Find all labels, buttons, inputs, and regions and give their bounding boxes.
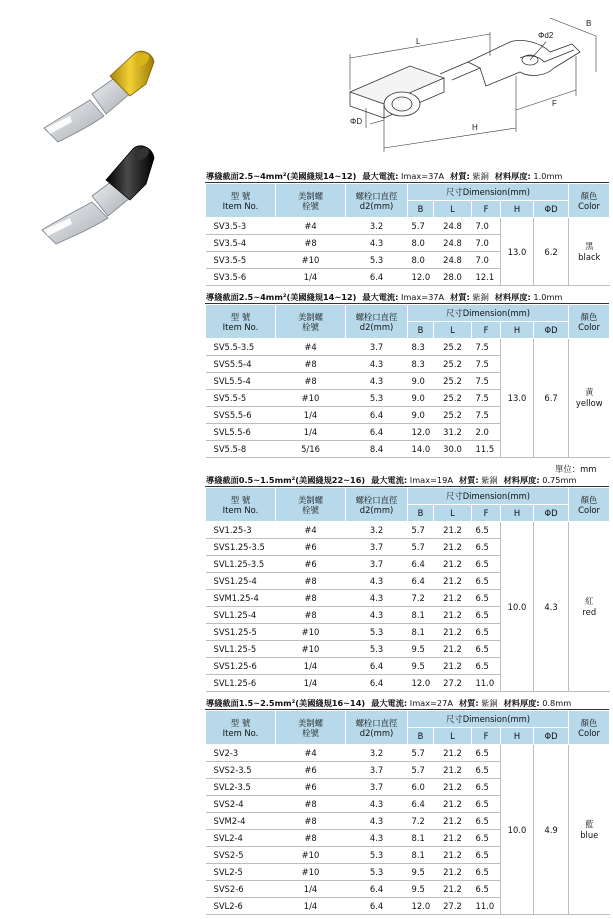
spec-table: [205, 304, 610, 458]
insulation-color: 黄 yellow: [569, 339, 610, 458]
dim-b: 8.1: [408, 624, 434, 641]
insulation-color: 藍 blue: [569, 745, 610, 915]
stud-diameter: 3.7: [346, 779, 408, 796]
dim-b: 5.7: [408, 762, 434, 779]
item-no: SVL5.5-6: [206, 424, 276, 441]
stud-size: #8: [276, 573, 346, 590]
spec-section: [205, 291, 609, 458]
stud-diameter: 6.4: [346, 658, 408, 675]
dim-b: 8.1: [408, 847, 434, 864]
dim-l: 21.2: [434, 522, 472, 539]
col-header-f: F: [472, 505, 501, 522]
dim-f: 6.5: [472, 864, 501, 881]
stud-diameter: 4.3: [346, 830, 408, 847]
item-no: SVL5.5-4: [206, 373, 276, 390]
stud-diameter: 4.3: [346, 235, 408, 252]
wire-condition-line: 導綫截面1.5~2.5mm²(美國綫規16~14) 最大電流: Imax=27A 材質: 紫銅 材料厚度: 0.8mm: [205, 697, 609, 710]
stud-size: #8: [276, 373, 346, 390]
dim-b: 8.1: [408, 830, 434, 847]
dim-l: 21.2: [434, 573, 472, 590]
col-header-h: H: [501, 728, 534, 745]
dim-label-b: B: [586, 19, 592, 28]
col-header-h: H: [501, 201, 534, 218]
dim-f: 6.5: [472, 573, 501, 590]
stud-size: #6: [276, 779, 346, 796]
stud-size: 1/4: [276, 269, 346, 286]
dim-l: 21.2: [434, 762, 472, 779]
dim-l: 21.2: [434, 796, 472, 813]
dimension-drawing: [340, 12, 602, 162]
stud-diameter: 3.2: [346, 218, 408, 235]
dim-b: 9.5: [408, 864, 434, 881]
stud-size: #8: [276, 830, 346, 847]
item-no: SVS1.25-3.5: [206, 539, 276, 556]
black-terminal-image: [42, 145, 154, 244]
col-header-h: H: [501, 505, 534, 522]
dim-b: 9.0: [408, 373, 434, 390]
dim-f: 7.5: [472, 373, 501, 390]
dim-l: 21.2: [434, 641, 472, 658]
dim-l: 25.2: [434, 356, 472, 373]
dim-b: 9.5: [408, 641, 434, 658]
dim-l: 30.0: [434, 441, 472, 458]
dim-l: 24.8: [434, 218, 472, 235]
dim-b: 9.0: [408, 407, 434, 424]
col-header-d: ΦD: [534, 728, 569, 745]
item-no: SVL2-5: [206, 864, 276, 881]
col-header-d2: 螺栓口直徑 d2(mm): [346, 711, 408, 745]
item-no: SVM1.25-4: [206, 590, 276, 607]
stud-diameter: 3.7: [346, 539, 408, 556]
dim-f: 11.5: [472, 441, 501, 458]
stud-diameter: 4.3: [346, 573, 408, 590]
dim-f: 11.0: [472, 675, 501, 692]
dim-b: 5.7: [408, 539, 434, 556]
col-header-stud: 美制螺 栓號: [276, 305, 346, 339]
dim-h: 10.0: [501, 522, 534, 692]
stud-size: #4: [276, 745, 346, 762]
col-header-stud: 美制螺 栓號: [276, 711, 346, 745]
table-row: [206, 745, 610, 762]
item-no: SVS2-4: [206, 796, 276, 813]
col-header-b: B: [408, 322, 434, 339]
item-no: SV5.5-8: [206, 441, 276, 458]
item-no: SV5.5-5: [206, 390, 276, 407]
stud-diameter: 6.4: [346, 881, 408, 898]
dim-f: 6.5: [472, 590, 501, 607]
item-no: SVL2-4: [206, 830, 276, 847]
item-no: SVL2-3.5: [206, 779, 276, 796]
dim-f: 7.5: [472, 356, 501, 373]
dim-b: 6.0: [408, 779, 434, 796]
dim-b: 12.0: [408, 269, 434, 286]
dim-f: 6.5: [472, 658, 501, 675]
dim-l: 21.2: [434, 590, 472, 607]
dim-f: 6.5: [472, 556, 501, 573]
stud-size: #8: [276, 796, 346, 813]
item-no: SVS2-5: [206, 847, 276, 864]
stud-diameter: 4.3: [346, 590, 408, 607]
dim-b: 8.3: [408, 339, 434, 356]
unit-note: 單位：mm: [555, 464, 597, 474]
col-header-h: H: [501, 322, 534, 339]
dim-h: 10.0: [501, 745, 534, 915]
dim-b: 8.1: [408, 607, 434, 624]
dim-l: 21.2: [434, 539, 472, 556]
dim-b: 8.0: [408, 235, 434, 252]
col-header-b: B: [408, 505, 434, 522]
item-no: SVS1.25-5: [206, 624, 276, 641]
dim-l: 27.2: [434, 898, 472, 915]
dim-d: 6.7: [534, 339, 569, 458]
wire-condition-line: 導綫截面2.5~4mm²(美國綫規14~12) 最大電流: Imax=37A 材質: 紫銅 材料厚度: 1.0mm: [205, 291, 609, 304]
dim-f: 6.5: [472, 641, 501, 658]
dim-f: 6.5: [472, 762, 501, 779]
dim-f: 6.5: [472, 796, 501, 813]
dim-f: 6.5: [472, 624, 501, 641]
stud-diameter: 3.2: [346, 745, 408, 762]
item-no: SVS1.25-4: [206, 573, 276, 590]
item-no: SVL1.25-3.5: [206, 556, 276, 573]
col-header-d: ΦD: [534, 322, 569, 339]
dim-b: 9.5: [408, 881, 434, 898]
col-header-l: L: [434, 505, 472, 522]
item-no: SVS5.5-6: [206, 407, 276, 424]
dim-label-l: L: [416, 37, 421, 46]
dim-d: 4.9: [534, 745, 569, 915]
spec-table: [205, 183, 610, 286]
stud-diameter: 3.7: [346, 339, 408, 356]
stud-size: #6: [276, 762, 346, 779]
dim-f: 6.5: [472, 539, 501, 556]
dim-f: 6.5: [472, 779, 501, 796]
dim-b: 6.4: [408, 573, 434, 590]
stud-size: 1/4: [276, 898, 346, 915]
col-header-color: 顏色 Color: [569, 488, 610, 522]
dim-f: 6.5: [472, 813, 501, 830]
stud-diameter: 5.3: [346, 847, 408, 864]
stud-diameter: 6.4: [346, 407, 408, 424]
item-no: SVS2-6: [206, 881, 276, 898]
dim-f: 6.5: [472, 522, 501, 539]
item-no: SV1.25-3: [206, 522, 276, 539]
dim-l: 21.2: [434, 830, 472, 847]
col-header-l: L: [434, 322, 472, 339]
col-header-color: 顏色 Color: [569, 184, 610, 218]
spec-section: [205, 697, 609, 915]
item-no: SVS5.5-4: [206, 356, 276, 373]
dim-f: 7.5: [472, 407, 501, 424]
col-header-dimension: 尺寸Dimension(mm): [408, 488, 569, 505]
dim-l: 21.2: [434, 745, 472, 762]
stud-size: 1/4: [276, 658, 346, 675]
item-no: SVL1.25-4: [206, 607, 276, 624]
stud-size: 1/4: [276, 675, 346, 692]
dim-b: 12.0: [408, 898, 434, 915]
dim-f: 7.0: [472, 218, 501, 235]
table-row: [206, 218, 610, 235]
col-header-color: 顏色 Color: [569, 711, 610, 745]
dim-l: 31.2: [434, 424, 472, 441]
dim-l: 21.2: [434, 864, 472, 881]
stud-size: #8: [276, 235, 346, 252]
stud-size: #8: [276, 607, 346, 624]
item-no: SV3.5-4: [206, 235, 276, 252]
stud-size: #10: [276, 624, 346, 641]
item-no: SVS2-3.5: [206, 762, 276, 779]
stud-diameter: 6.4: [346, 424, 408, 441]
col-header-stud: 美制螺 栓號: [276, 488, 346, 522]
table-row: [206, 339, 610, 356]
col-header-item: 型 號 Item No.: [206, 488, 276, 522]
col-header-f: F: [472, 322, 501, 339]
stud-diameter: 3.7: [346, 762, 408, 779]
stud-diameter: 3.2: [346, 522, 408, 539]
col-header-stud: 美制螺 栓號: [276, 184, 346, 218]
stud-size: #10: [276, 641, 346, 658]
spec-table: [205, 710, 610, 915]
dim-l: 21.2: [434, 556, 472, 573]
stud-diameter: 5.3: [346, 641, 408, 658]
col-header-item: 型 號 Item No.: [206, 711, 276, 745]
dim-f: 7.5: [472, 390, 501, 407]
dim-label-f: F: [552, 99, 557, 108]
stud-size: #6: [276, 539, 346, 556]
stud-diameter: 4.3: [346, 607, 408, 624]
col-header-l: L: [434, 201, 472, 218]
item-no: SVL1.25-6: [206, 675, 276, 692]
dim-b: 8.3: [408, 356, 434, 373]
dim-label-d: ΦD: [350, 117, 363, 126]
item-no: SVS1.25-6: [206, 658, 276, 675]
dim-b: 7.2: [408, 813, 434, 830]
dim-l: 28.0: [434, 269, 472, 286]
stud-size: 1/4: [276, 881, 346, 898]
dim-f: 7.0: [472, 252, 501, 269]
item-no: SVL1.25-5: [206, 641, 276, 658]
stud-size: #8: [276, 590, 346, 607]
dim-b: 6.4: [408, 796, 434, 813]
dim-f: 6.5: [472, 607, 501, 624]
stud-diameter: 6.4: [346, 269, 408, 286]
dim-d: 4.3: [534, 522, 569, 692]
dim-f: 6.5: [472, 745, 501, 762]
col-header-item: 型 號 Item No.: [206, 184, 276, 218]
stud-size: #8: [276, 356, 346, 373]
stud-size: 5/16: [276, 441, 346, 458]
dim-l: 24.8: [434, 235, 472, 252]
stud-diameter: 4.3: [346, 356, 408, 373]
col-header-b: B: [408, 728, 434, 745]
col-header-f: F: [472, 728, 501, 745]
dim-b: 12.0: [408, 675, 434, 692]
stud-diameter: 5.3: [346, 390, 408, 407]
dim-label-h: H: [472, 123, 478, 132]
dim-f: 7.5: [472, 339, 501, 356]
dim-l: 25.2: [434, 339, 472, 356]
stud-diameter: 4.3: [346, 796, 408, 813]
item-no: SV5.5-3.5: [206, 339, 276, 356]
stud-diameter: 8.4: [346, 441, 408, 458]
dim-f: 2.0: [472, 424, 501, 441]
col-header-d2: 螺栓口直徑 d2(mm): [346, 184, 408, 218]
stud-diameter: 4.3: [346, 373, 408, 390]
stud-diameter: 5.3: [346, 624, 408, 641]
stud-size: #10: [276, 864, 346, 881]
spec-table: [205, 487, 610, 692]
dim-l: 25.2: [434, 373, 472, 390]
spec-section: [205, 474, 609, 692]
stud-size: #4: [276, 339, 346, 356]
stud-diameter: 6.4: [346, 898, 408, 915]
dim-f: 6.5: [472, 830, 501, 847]
dim-b: 12.0: [408, 424, 434, 441]
dim-l: 21.2: [434, 813, 472, 830]
dim-f: 11.0: [472, 898, 501, 915]
col-header-dimension: 尺寸Dimension(mm): [408, 711, 569, 728]
item-no: SV3.5-3: [206, 218, 276, 235]
dim-b: 5.7: [408, 522, 434, 539]
spec-section: [205, 170, 609, 286]
col-header-b: B: [408, 201, 434, 218]
stud-size: #10: [276, 252, 346, 269]
insulation-color: 紅 red: [569, 522, 610, 692]
dim-l: 21.2: [434, 881, 472, 898]
dim-b: 7.2: [408, 590, 434, 607]
col-header-d2: 螺栓口直徑 d2(mm): [346, 488, 408, 522]
col-header-color: 顏色 Color: [569, 305, 610, 339]
stud-size: #6: [276, 556, 346, 573]
dim-l: 21.2: [434, 847, 472, 864]
stud-size: #10: [276, 847, 346, 864]
stud-diameter: 5.3: [346, 864, 408, 881]
stud-diameter: 3.7: [346, 556, 408, 573]
dim-l: 21.2: [434, 624, 472, 641]
dim-b: 5.7: [408, 745, 434, 762]
stud-size: 1/4: [276, 424, 346, 441]
dim-l: 25.2: [434, 407, 472, 424]
dim-l: 27.2: [434, 675, 472, 692]
dim-b: 5.7: [408, 218, 434, 235]
insulation-color: 黑 black: [569, 218, 610, 286]
dim-f: 6.5: [472, 847, 501, 864]
yellow-terminal-image: [44, 51, 154, 142]
stud-diameter: 5.3: [346, 252, 408, 269]
dim-b: 9.5: [408, 658, 434, 675]
col-header-item: 型 號 Item No.: [206, 305, 276, 339]
product-photo: [30, 30, 180, 250]
dim-h: 13.0: [501, 339, 534, 458]
dim-f: 6.5: [472, 881, 501, 898]
stud-diameter: 4.3: [346, 813, 408, 830]
table-row: [206, 522, 610, 539]
stud-size: #10: [276, 390, 346, 407]
item-no: SVL2-6: [206, 898, 276, 915]
item-no: SV3.5-5: [206, 252, 276, 269]
dim-l: 21.2: [434, 779, 472, 796]
col-header-dimension: 尺寸Dimension(mm): [408, 305, 569, 322]
col-header-l: L: [434, 728, 472, 745]
col-header-d2: 螺栓口直徑 d2(mm): [346, 305, 408, 339]
dim-label-d2: Φd2: [538, 31, 554, 40]
item-no: SV3.5-6: [206, 269, 276, 286]
col-header-dimension: 尺寸Dimension(mm): [408, 184, 569, 201]
dim-b: 8.0: [408, 252, 434, 269]
wire-condition-line: 導綫截面2.5~4mm²(美國綫規14~12) 最大電流: Imax=37A 材質: 紫銅 材料厚度: 1.0mm: [205, 170, 609, 183]
dim-l: 21.2: [434, 658, 472, 675]
dim-h: 13.0: [501, 218, 534, 286]
dim-f: 12.1: [472, 269, 501, 286]
col-header-d: ΦD: [534, 505, 569, 522]
item-no: SVM2-4: [206, 813, 276, 830]
dim-l: 21.2: [434, 607, 472, 624]
item-no: SV2-3: [206, 745, 276, 762]
col-header-d: ΦD: [534, 201, 569, 218]
stud-size: #8: [276, 813, 346, 830]
stud-diameter: 6.4: [346, 675, 408, 692]
stud-size: 1/4: [276, 407, 346, 424]
col-header-f: F: [472, 201, 501, 218]
dim-l: 24.8: [434, 252, 472, 269]
dim-b: 6.4: [408, 556, 434, 573]
stud-size: #4: [276, 218, 346, 235]
stud-size: #4: [276, 522, 346, 539]
dim-d: 6.2: [534, 218, 569, 286]
wire-condition-line: 導綫截面0.5~1.5mm²(美國綫規22~16) 最大電流: Imax=19A 材質: 紫銅 材料厚度: 0.75mm: [205, 474, 609, 487]
dim-b: 14.0: [408, 441, 434, 458]
dim-f: 7.0: [472, 235, 501, 252]
dim-b: 9.0: [408, 390, 434, 407]
dim-l: 25.2: [434, 390, 472, 407]
